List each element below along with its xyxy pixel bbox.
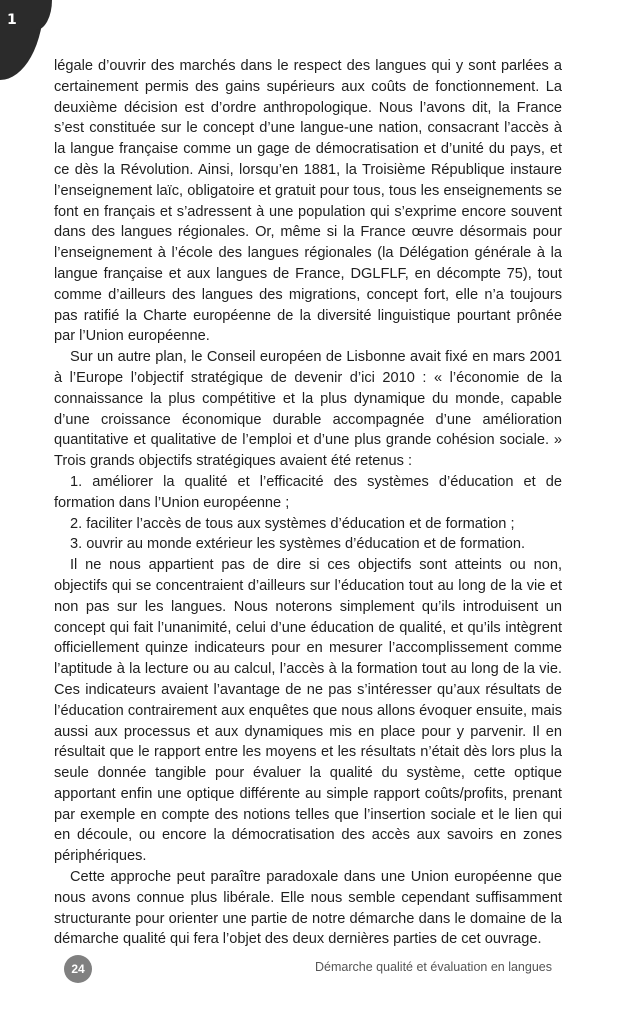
body-text — [54, 56, 562, 950]
paragraph: Cette approche peut paraître paradoxale dans une Union européenne que nous avons connue plus libérale. Elle nous semble cependant suffisamment structurante pour orienter une partie de notre démarche dans le domaine de la démarche qualité qui fera l’objet des deux dernières parties de cet ouvrage. — [54, 869, 562, 948]
list-item: 3. ouvrir au monde extérieur les systèmes d’éducation et de formation. — [70, 536, 526, 553]
paragraph: Il ne nous appartient pas de dire si ces objectifs sont atteints ou non, objectifs qui se concentraient d’ailleurs sur l’éducation tout au long de la vie et non pas sur les langues. Nous noterons simplement qu’ils introduisent un concept qui fait l’unanimité, celui d’une éducation de qualité, et qu’ils intègrent officiellement quinze indicateurs pour en mesurer l’accomplissement comme l’aptitude à la lecture ou au calcul, l’accès à la formation tout au long de la vie. Ces indicateurs avaient l’avantage de ne pas s’intéresser qu’aux résultats de l’éducation contrairement aux enquêtes que nous allons évoquer ensuite, mais aussi aux processus et aux dynamiques mis en place pour y parvenir. Il en résultait que le rapport entre les moyens et les résultats n’était dès lors plus la seule donnée tangible pour évaluer la qualité du système, cette optique apportant enfin une optique différente au simple rapport coûts/profits, prenant par exemple en compte des notions telles que l’insertion sociale et le lien qui en découle, ou encore la démocratisation des accès aux savoirs en zones périphériques. — [54, 557, 562, 865]
chapter-number: 1 — [7, 12, 17, 28]
page-number-badge: 24 — [64, 955, 92, 983]
list-item: 2. faciliter l’accès de tous aux systèmes d’éducation et de formation ; — [70, 515, 515, 532]
running-title: Démarche qualité et évaluation en langues — [315, 960, 552, 974]
paragraph: légale d’ouvrir des marchés dans le respect des langues qui y sont parlées a certainement permis des gains supérieurs aux coûts de fonctionnement. La deuxième décision est d’ordre anthropologique. Nous l’avons dit, la France s’est constituée sur le concept d’une langue-une nation, consacrant l’accès à la langue française comme un gage de démocratisation et d’unité du pays, et ce dès la Révolution. Ainsi, lorsqu’en 1881, la Troisième République instaure l’enseignement laïc, obligatoire et gratuit pour tous, tous les enseignements se font en français et s’adressent à une population qui s’exprime encore souvent dans des langues régionales. Or, même si la France œuvre désormais pour l’enseignement à l’école des langues régionales (la Délégation générale à la langue française et aux langues de France, DGLFLF, en décompte 75), tout comme d’ailleurs des langues des migrations, concept fort, elle n’a toujours pas ratifié la Charte européenne de la diversité linguistique pourtant prônée par l’Union européenne. — [54, 58, 562, 345]
paragraph: Sur un autre plan, le Conseil européen de Lisbonne avait fixé en mars 2001 à l’Europe l’objectif stratégique de devenir d’ici 2010 : « l’économie de la connaissance la plus compétitive et la plus dynamique du monde, capable d’une croissance économique durable accompagnée d’une amélioration quantitative et qualitative de l’emploi et d’une plus grande cohésion sociale. » Trois grands objectifs stratégiques avaient été retenus : — [54, 349, 562, 470]
list-item: 1. améliorer la qualité et l’efficacité des systèmes d’éducation et de formation dans l’Union européenne ; — [54, 473, 562, 511]
